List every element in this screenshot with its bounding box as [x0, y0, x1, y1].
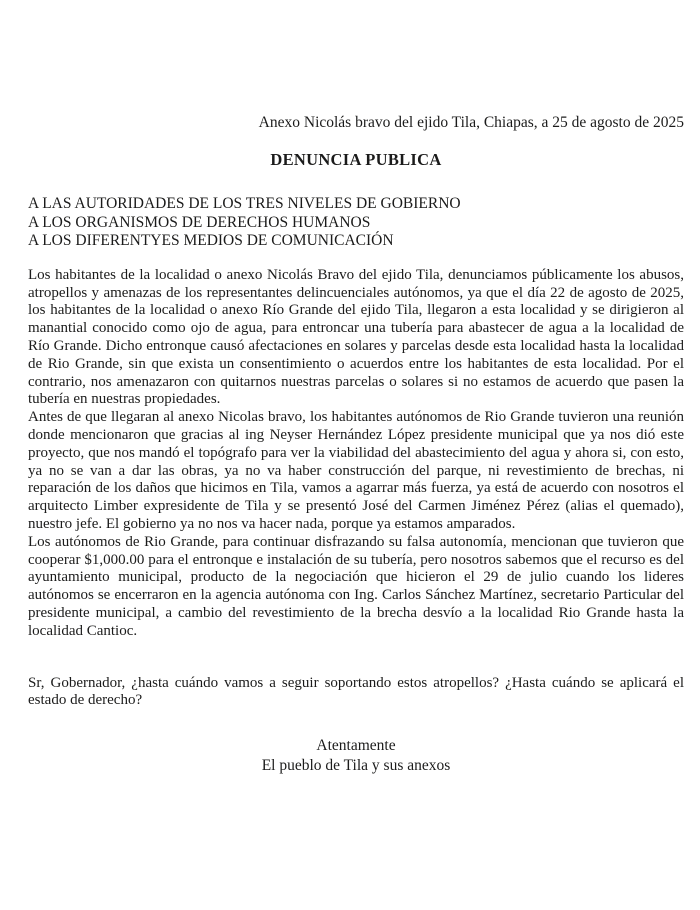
signature-block	[28, 736, 684, 775]
paragraph-reunion: Antes de que llegaran al anexo Nicolas bravo, los habitantes autónomos de Rio Grande tuvieron una reunión donde mencionaron que gracias al ing Neyser Hernández López presidente municipal que ya nos dió este proyecto, que nos mandó el topógrafo para ver la viabilidad del abastecimiento del agua y ahora si, con esto, ya no se van a dar las obras, ya no va haber construcción del parque, ni revestimiento de brechas, ni reparación de los daños que hicimos en Tila, vamos a agarrar más fuerza, ya está de acuerdo con nosotros el arquitecto Limber expresidente de Tila y se presentó José del Carmen Jiménez Pérez (alias el quemado), nuestro jefe. El gobierno ya no nos va hacer nada, porque ya estamos amparados.	[28, 409, 684, 532]
signature-signer: El pueblo de Tila y sus anexos	[261, 756, 451, 774]
document-title: DENUNCIA PUBLICA	[270, 150, 442, 169]
addressee-government: A LAS AUTORIDADES DE LOS TRES NIVELES DE GOBIERNO	[28, 195, 461, 212]
paragraph-cooperacion: Los autónomos de Rio Grande, para continuar disfrazando su falsa autonomía, mencionan que tuvieron que cooperar $1,000.00 para el entronque e instalación de su tubería, pero nosotros sabemos que el recurso es del ayuntamiento municipal, producto de la negociación que hicieron el 29 de julio cuando los lideres autónomos se encerraron en la agencia autónoma con Ing. Carlos Sánchez Martínez, secretario Particular del presidente municipal, a cambio del revestimiento de la brecha desvío a la localidad Rio Grande hasta la localidad Cantioc.	[28, 533, 684, 639]
signature-salutation: Atentamente	[316, 737, 396, 755]
closing-question: Sr, Gobernador, ¿hasta cuándo vamos a seguir soportando estos atropellos? ¿Hasta cuándo se aplicará el estado de derecho?	[28, 674, 684, 709]
closing-question-block	[28, 675, 684, 711]
addressee-block	[28, 195, 684, 251]
paragraph-denuncia: Los habitantes de la localidad o anexo Nicolás Bravo del ejido Tila, denunciamos públicamente los abusos, atropellos y amenazas de los representantes delincuenciales autónomos, ya que el día 22 de agosto de 2025, los habitantes de la localidad o anexo Río Grande del ejido Tila, llegaron a esta localidad y se dirigieron al manantial conocido como ojo de agua, para entroncar una tubería para abastecer de agua a la localidad de Río Grande. Dicho entronque causó afectaciones en solares y parcelas desde esta localidad hasta la localidad de Rio Grande, sin que exista un consentimiento o acuerdos entre los habitantes de esta localidad. Por el contrario, nos amenazaron con quitarnos nuestras parcelas o solares si no estamos de acuerdo que pasen la tubería en nuestras propiedades.	[28, 266, 684, 408]
letter-body	[28, 267, 684, 641]
date-line: Anexo Nicolás bravo del ejido Tila, Chiapas, a 25 de agosto de 2025	[258, 114, 684, 131]
addressee-media: A LOS DIFERENTYES MEDIOS DE COMUNICACIÓN	[28, 232, 394, 250]
addressee-human-rights: A LOS ORGANISMOS DE DERECHOS HUMANOS	[28, 213, 371, 231]
